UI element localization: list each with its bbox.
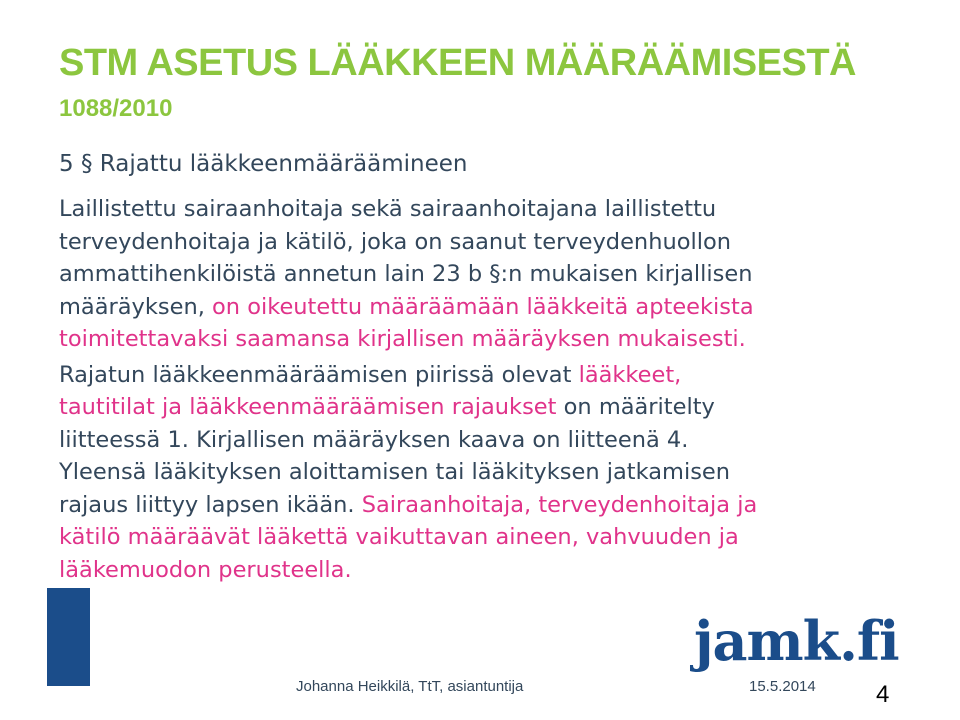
paragraph-2-line-2 [59,391,939,424]
paragraph-2-line-5 [59,489,939,522]
paragraph-1 [59,193,939,356]
section-heading: 5 § Rajattu lääkkeenmääräämineen [59,151,468,177]
logo-text: jamk.fi [694,609,899,673]
paragraph-1-line-1: Laillistettu sairaanhoitaja sekä sairaanhoitajana laillistettu [59,196,717,222]
slide-subtitle: 1088/2010 [59,95,173,122]
slide-title: STM ASETUS LÄÄKKEEN MÄÄRÄÄMISESTÄ [59,42,856,84]
paragraph-2-line-2-normal: on määritelty [556,394,715,420]
paragraph-2-line-4: Yleensä lääkityksen aloittamisen tai lääkityksen jatkamisen [59,459,731,485]
paragraph-1-line-4-normal: määräyksen, [59,293,213,320]
paragraph-1-line-4-highlight: on oikeutettu määräämään lääkkeitä apteekista [212,293,754,320]
paragraph-2-line-7-highlight: lääkemuodon perusteella. [59,556,352,583]
footer-date: 15.5.2014 [749,678,816,695]
paragraph-1-line-2: terveydenhoitaja ja kätilö, joka on saanut terveydenhuollon [59,228,732,255]
paragraph-2-line-1-normal: Rajatun lääkkeenmääräämisen piirissä olevat [59,361,579,388]
paragraph-2 [59,359,939,587]
paragraph-2-line-6-highlight: kätilö määräävät lääkettä vaikuttavan aineen, vahvuuden ja [59,524,739,550]
paragraph-2-line-3: liitteessä 1. Kirjallisen määräyksen kaava on liitteenä 4. [59,426,689,453]
decorative-color-block [47,588,90,686]
footer-author: Johanna Heikkilä, TtT, asiantuntija [296,678,524,695]
paragraph-1-line-4 [59,291,939,324]
paragraph-2-line-2-highlight: tautitilat ja lääkkeenmääräämisen rajaukset [59,394,557,420]
paragraph-2-line-5-normal: rajaus liittyy lapsen ikään. [59,491,362,518]
paragraph-1-line-5-highlight: toimitettavaksi saamansa kirjallisen määräyksen mukaisesti. [59,326,746,352]
paragraph-2-line-5-highlight: Sairaanhoitaja, terveydenhoitaja ja [361,491,758,518]
paragraph-2-line-1-highlight: lääkkeet, [578,361,682,388]
body-text [59,193,939,586]
page-number: 4 [876,681,890,708]
jamk-logo [694,606,914,686]
paragraph-2-line-1 [59,359,939,392]
paragraph-1-line-3: ammattihenkilöistä annetun lain 23 b §:n mukaisen kirjallisen [59,261,753,287]
